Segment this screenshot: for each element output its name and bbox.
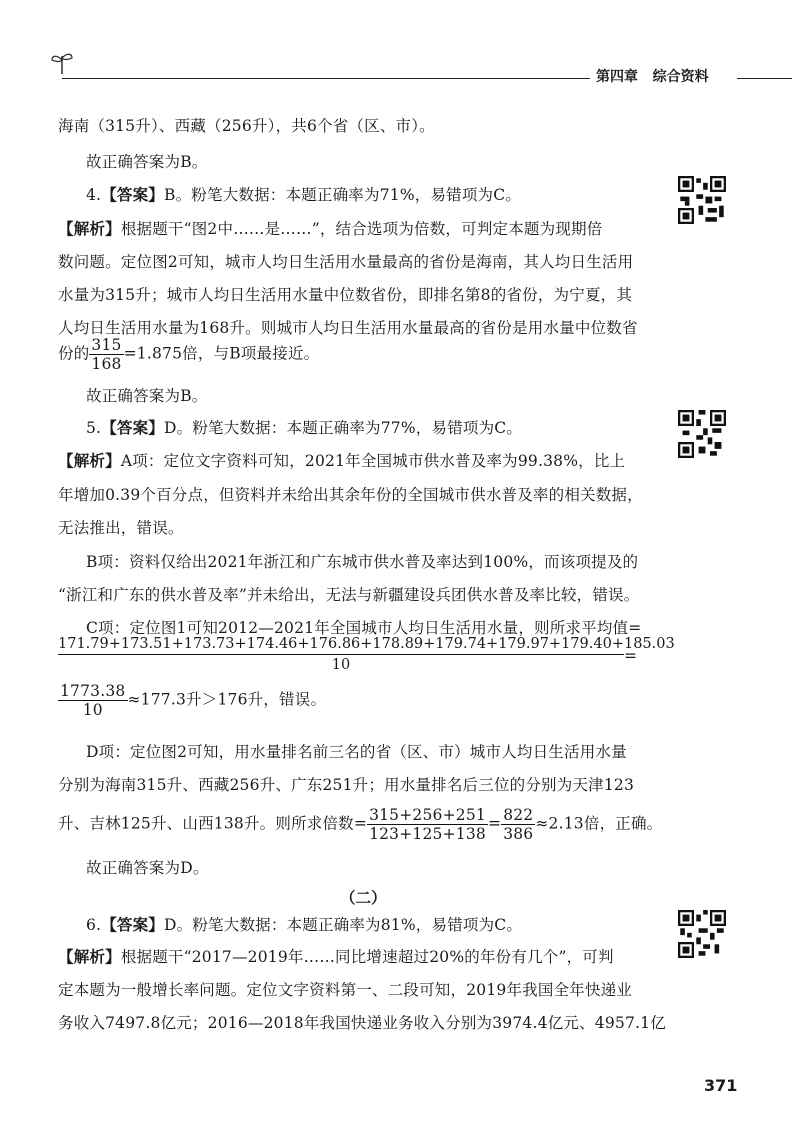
- long-fraction: [58, 636, 675, 673]
- text-line: 故正确答案为B。: [86, 387, 208, 405]
- q5-answer-line: [86, 416, 522, 438]
- question-number: 6.: [86, 916, 102, 934]
- text-line: 故正确答案为D。: [86, 859, 209, 877]
- qr-code-icon[interactable]: [678, 910, 726, 958]
- fraction-numerator: 315: [91, 336, 122, 354]
- text-line: 水量为315升；城市人均日生活用水量中位数省份，即排名第8的省份，为宁夏，其: [58, 286, 633, 304]
- text-line: 人均日生活用水量为168升。则城市人均日生活用水量最高的省份是用水量中位数省: [58, 319, 638, 337]
- leaf-logo-icon: [50, 50, 74, 76]
- fraction-denominator: 10: [82, 701, 103, 719]
- qr-code-icon[interactable]: [678, 176, 726, 224]
- page-number: 371: [704, 1076, 738, 1095]
- text-line: “浙江和广东的供水普及率”并未给出，无法与新疆建设兵团供水普及率比较，错误。: [58, 586, 640, 604]
- text-line: 年增加0.39个百分点，但资料并未给出其余年份的全国城市供水普及率的相关数据，: [58, 486, 643, 504]
- answer-text: B。粉笔大数据：本题正确率为71%，易错项为C。: [164, 186, 522, 204]
- header-rule-right: [737, 78, 792, 79]
- fraction-numerator: 822: [503, 806, 534, 824]
- analysis-tag: 【解析】: [58, 451, 121, 470]
- text-segment: 升、吉林125升、山西138升。则所求倍数=: [58, 814, 368, 833]
- fraction-numerator: 1773.38: [60, 682, 126, 700]
- q6-answer-line: [86, 913, 522, 935]
- text-line: 分别为海南315升、西藏256升、广东251升；用水量排名后三位的分别为天津123: [58, 776, 635, 794]
- fraction: [58, 682, 128, 719]
- fraction-denominator: 123+125+138: [369, 825, 486, 843]
- analysis-text: A项：定位文字资料可知，2021年全国城市供水普及率为99.38%，比上: [120, 452, 626, 470]
- text-segment: ≈177.3升＞176升，错误。: [127, 690, 327, 709]
- fraction-line: [58, 682, 326, 719]
- text-line: 海南（315升）、西藏（256升），共6个省（区、市）。: [58, 117, 435, 135]
- answer-tag: 【答案】: [101, 185, 165, 204]
- text-line: C项：定位图1可知2012—2021年全国城市人均日生活用水量，则所求平均值=: [86, 619, 642, 637]
- analysis-text: 根据题干“2017—2019年……同比增速超过20%的年份有几个”，可判: [120, 948, 614, 966]
- part-title: （二）: [340, 888, 387, 907]
- text-line: 务收入7497.8亿元；2016—2018年我国快递业务收入分别为3974.4亿元、4957.1亿: [58, 1014, 666, 1032]
- fraction: [501, 806, 535, 843]
- running-header: [596, 66, 709, 86]
- fraction-numerator: 171.79+173.51+173.73+174.46+176.86+178.89+179.74+179.97+179.40+185.03: [58, 636, 624, 655]
- question-number: 5.: [86, 419, 102, 437]
- fraction-numerator: 315+256+251: [369, 806, 486, 824]
- answer-text: D。粉笔大数据：本题正确率为77%，易错项为C。: [164, 419, 523, 437]
- fraction-denominator: 386: [503, 825, 534, 843]
- text-line: 定本题为一般增长率问题。定位文字资料第一、二段可知，2019年我国全年快递业: [58, 981, 633, 999]
- qr-code-icon[interactable]: [678, 410, 726, 458]
- answer-tag: 【答案】: [101, 915, 165, 934]
- q4-analysis-line: [58, 217, 602, 239]
- fraction-denominator: 168: [91, 355, 122, 373]
- analysis-tag: 【解析】: [58, 947, 121, 966]
- text-segment: 份的: [58, 344, 90, 363]
- question-number: 4.: [86, 186, 102, 204]
- fraction: [367, 806, 488, 843]
- answer-text: D。粉笔大数据：本题正确率为81%，易错项为C。: [164, 916, 523, 934]
- text-line: 无法推出，错误。: [58, 519, 184, 537]
- text-line: B项：资料仅给出2021年浙江和广东城市供水普及率达到100%，而该项提及的: [86, 553, 639, 571]
- equals-sign: =: [488, 814, 502, 833]
- fraction: [89, 336, 123, 373]
- text-line: 数问题。定位图2可知，城市人均日生活用水量最高的省份是海南，其人均日生活用: [58, 253, 634, 271]
- answer-tag: 【答案】: [101, 418, 165, 437]
- q4-answer-line: [86, 183, 521, 205]
- section-label: 综合资料: [652, 69, 709, 85]
- text-line: D项：定位图2可知，用水量排名前三名的省（区、市）城市人均日生活用水量: [86, 743, 627, 761]
- analysis-tag: 【解析】: [58, 219, 121, 238]
- fraction-line: [58, 336, 319, 373]
- fraction-denominator: 10: [331, 657, 351, 673]
- text-line: 故正确答案为B。: [86, 153, 208, 171]
- fraction-line: [58, 806, 662, 843]
- text-segment: =1.875倍，与B项最接近。: [123, 344, 320, 363]
- q6-analysis-line: [58, 945, 614, 967]
- analysis-text: 根据题干“图2中……是……”，结合选项为倍数，可判定本题为现期倍: [120, 220, 603, 238]
- q5-analysis-line: [58, 449, 625, 471]
- equals-sign: =: [624, 647, 637, 665]
- text-segment: ≈2.13倍，正确。: [535, 814, 663, 833]
- chapter-label: 第四章: [596, 69, 638, 85]
- header-rule: [62, 78, 590, 79]
